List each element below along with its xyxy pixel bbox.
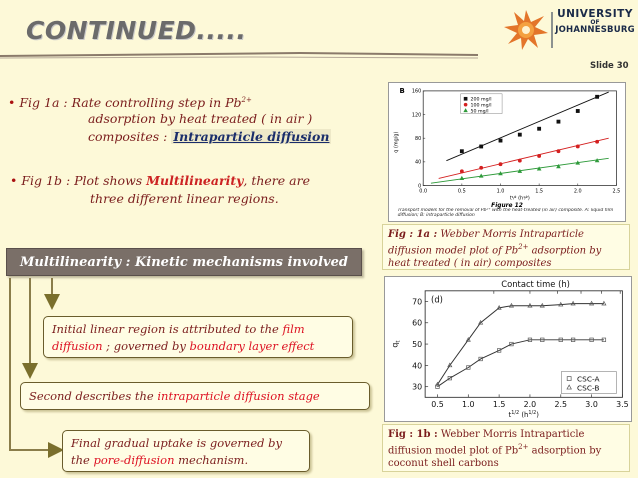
fig-a-point <box>499 139 502 142</box>
fig-a-ylabel: q (mg/g) <box>393 131 400 153</box>
caption-b-text2: adsorption by coconut shell carbons <box>388 445 602 470</box>
fig-a-legend-marker <box>464 103 467 106</box>
fig-a-point <box>538 154 541 157</box>
bullet-marker: • <box>8 95 16 111</box>
caption-fig-1b <box>382 424 630 472</box>
caption-a-sup: 2+ <box>518 243 529 251</box>
fig-b-xtick-label: 3.0 <box>585 400 598 410</box>
fig-b-legend-label: CSC-B <box>577 383 600 393</box>
fig-a-xtick-label: 1.5 <box>535 188 544 195</box>
caption-b-sup: 2+ <box>518 443 529 451</box>
fig-a-point <box>557 120 560 123</box>
fig-a-panel-label: B <box>399 86 405 95</box>
box3-text-pre: the <box>71 453 94 467</box>
fig-b-panel-label: (d) <box>431 294 443 305</box>
fig-b-xtick-label: 1.0 <box>462 400 475 410</box>
fig-a-point <box>479 174 482 177</box>
fig-a-legend-label: 200 mg/l <box>470 97 492 103</box>
fig-a-point <box>576 161 579 164</box>
fig-a-point <box>480 145 483 148</box>
bullet-fig1b-suffix: , there are <box>243 173 310 188</box>
slide-number: Slide 30 <box>590 61 629 71</box>
caption-fig-1a <box>382 224 630 270</box>
fig-b-ylabel <box>391 341 402 348</box>
caption-b-label: Fig : 1b : <box>388 429 438 440</box>
bullet-fig1b-line1 <box>10 172 310 189</box>
box3-text-post: mechanism. <box>174 453 249 467</box>
fig-a-ytick-label: 0 <box>418 183 422 190</box>
fig-a-ytick-label: 160 <box>411 88 422 95</box>
box1-film-diffusion: film diffusion <box>52 322 305 353</box>
fig-b-xlabel-sup: 1/2 <box>511 410 520 417</box>
fig-b-ytick-label: 40 <box>412 361 423 371</box>
fig-a-point <box>518 133 521 136</box>
fig-a-point <box>460 170 463 173</box>
bullet-fig1a-line1 <box>8 92 252 111</box>
fig-b-ytick-label: 70 <box>412 297 423 307</box>
fig-b-xlabel <box>509 410 540 419</box>
flow-box-initial-region <box>43 316 353 358</box>
fig-a-legend-label: 50 mg/l <box>470 109 489 115</box>
fig-a-xtick-label: 2.0 <box>573 188 582 195</box>
fig-a-point <box>596 95 599 98</box>
box3-line1: Final gradual uptake is governed by <box>71 436 283 450</box>
flow-box-second-region <box>20 382 370 410</box>
bullet-fig1a-line3 <box>88 128 331 145</box>
caption-a-text1: Webber Morris Intraparticle diffusion model plot of Pb <box>388 229 584 257</box>
fig-a-point <box>576 145 579 148</box>
fig-b-point <box>602 301 606 305</box>
box2-text-pre: Second describes the <box>29 389 158 403</box>
box3-pore-diffusion: pore-diffusion <box>93 453 175 467</box>
fig-a-point <box>480 166 483 169</box>
fig-b-xtick-label: 2.5 <box>554 400 568 410</box>
caption-a-label: Fig : 1a : <box>388 229 438 240</box>
fig-b-ytick-label: 30 <box>412 382 423 392</box>
fig-b-xtick-label: 1.5 <box>492 400 506 410</box>
slide-title: CONTINUED..... <box>26 16 247 45</box>
fig-a-point <box>576 109 579 112</box>
fig-a-xlabel: t¹⁄² (h¹⁄²) <box>509 195 530 202</box>
fig-b-xtick-label: 0.5 <box>431 400 444 410</box>
fig-b-xlabel-close: ) <box>536 411 540 420</box>
fig-a-ticks <box>412 89 620 195</box>
fig-b-top-label: Contact time (h) <box>501 278 570 289</box>
bullet-fig1b-label: Fig 1b : <box>21 173 71 188</box>
bullet-fig1a-label: Fig 1a : <box>19 95 68 111</box>
fig-a-point <box>499 163 502 166</box>
fig-a-xtick-label: 0.0 <box>419 188 428 195</box>
box1-text-mid: ; governed by <box>102 339 190 353</box>
bullet-fig1a-line2: adsorption by heat treated ( in air ) <box>88 111 313 126</box>
fig-b-legend-label: CSC-A <box>577 374 600 384</box>
fig-a-legend-label: 100 mg/l <box>470 103 492 109</box>
fig-a-legend <box>461 94 502 115</box>
bullet-fig1a-line3-prefix: composites : <box>88 129 172 144</box>
logo-line-2: OF <box>590 19 600 27</box>
fig-a-ytick-label: 120 <box>411 112 422 119</box>
fig-b-xlabel-unit: (h <box>519 411 529 420</box>
fig-a-xtick-label: 1.0 <box>496 188 505 195</box>
fig-b-ytick-label: 60 <box>412 318 423 328</box>
highlight-intraparticle: Intraparticle diffusion <box>173 129 330 144</box>
bullet-fig1a-sup: 2+ <box>241 96 252 104</box>
caption-b-text1: Webber Morris Intraparticle diffusion model plot of Pb <box>388 429 585 457</box>
bullet-fig1b-prefix: Plot shows <box>70 173 147 188</box>
figure-1a-chart <box>388 82 626 222</box>
fig-b-legend <box>561 372 616 394</box>
flow-box-final-region <box>62 430 310 472</box>
title-underline <box>0 50 480 60</box>
fig-a-point <box>518 159 521 162</box>
fig-a-xtick-label: 0.5 <box>457 188 466 195</box>
highlight-multilinearity: Multilinearity <box>146 173 244 188</box>
multilinearity-banner: Multilinearity : Kinetic mechanisms involved <box>6 248 362 276</box>
figure-1b-chart <box>384 276 632 422</box>
fig-a-xtick-label: 2.5 <box>612 188 621 195</box>
fig-a-point <box>557 150 560 153</box>
fig-a-figure-title: Figure 12 <box>491 203 523 210</box>
fig-b-ytick-label: 50 <box>412 340 423 350</box>
logo-line-3: JOHANNESBURG <box>555 25 635 36</box>
university-name <box>555 9 635 35</box>
box2-intraparticle-stage: intraparticle diffusion stage <box>157 389 320 403</box>
fig-a-caption: Transport models for the removal of Pb²⁺ with the heat-treated (in air) composite. A: liquid film diffusion; B: intraparticle diffusion <box>397 208 614 219</box>
caption-a-text2: adsorption by heat treated ( in air) composites <box>388 245 602 270</box>
bullet-fig1b-line2: three different linear regions. <box>90 191 279 206</box>
fig-b-xlabel-unit-sup: 1/2 <box>528 410 537 417</box>
fig-b-xtick-label: 3.5 <box>616 400 629 410</box>
bullet-marker: • <box>10 173 18 188</box>
fig-a-point <box>460 150 463 153</box>
box1-text-pre: Initial linear region is attributed to the <box>52 322 283 336</box>
fig-b-ylabel-sub: t <box>395 340 402 343</box>
fig-a-point <box>595 159 598 162</box>
fig-a-point <box>596 140 599 143</box>
logo-line-1: UNIVERSITY <box>557 8 633 20</box>
fig-a-point <box>460 177 463 180</box>
fig-b-xtick-label: 2.0 <box>523 400 537 410</box>
fig-a-fit-line <box>439 138 609 178</box>
fig-a-marks <box>431 92 609 183</box>
fig-a-point <box>499 172 502 175</box>
fig-a-ytick-label: 80 <box>414 135 422 142</box>
fig-a-point <box>518 169 521 172</box>
box1-boundary-layer: boundary layer effect <box>189 339 315 353</box>
fig-b-ylabel-main: q <box>390 342 400 348</box>
bullet-fig1a-text1: Rate controlling step in Pb <box>67 95 242 111</box>
fig-b-xlabel-t: t <box>508 411 512 420</box>
fig-a-point <box>538 127 541 130</box>
fig-a-legend-marker <box>464 97 467 100</box>
fig-a-ytick-label: 40 <box>414 159 422 166</box>
